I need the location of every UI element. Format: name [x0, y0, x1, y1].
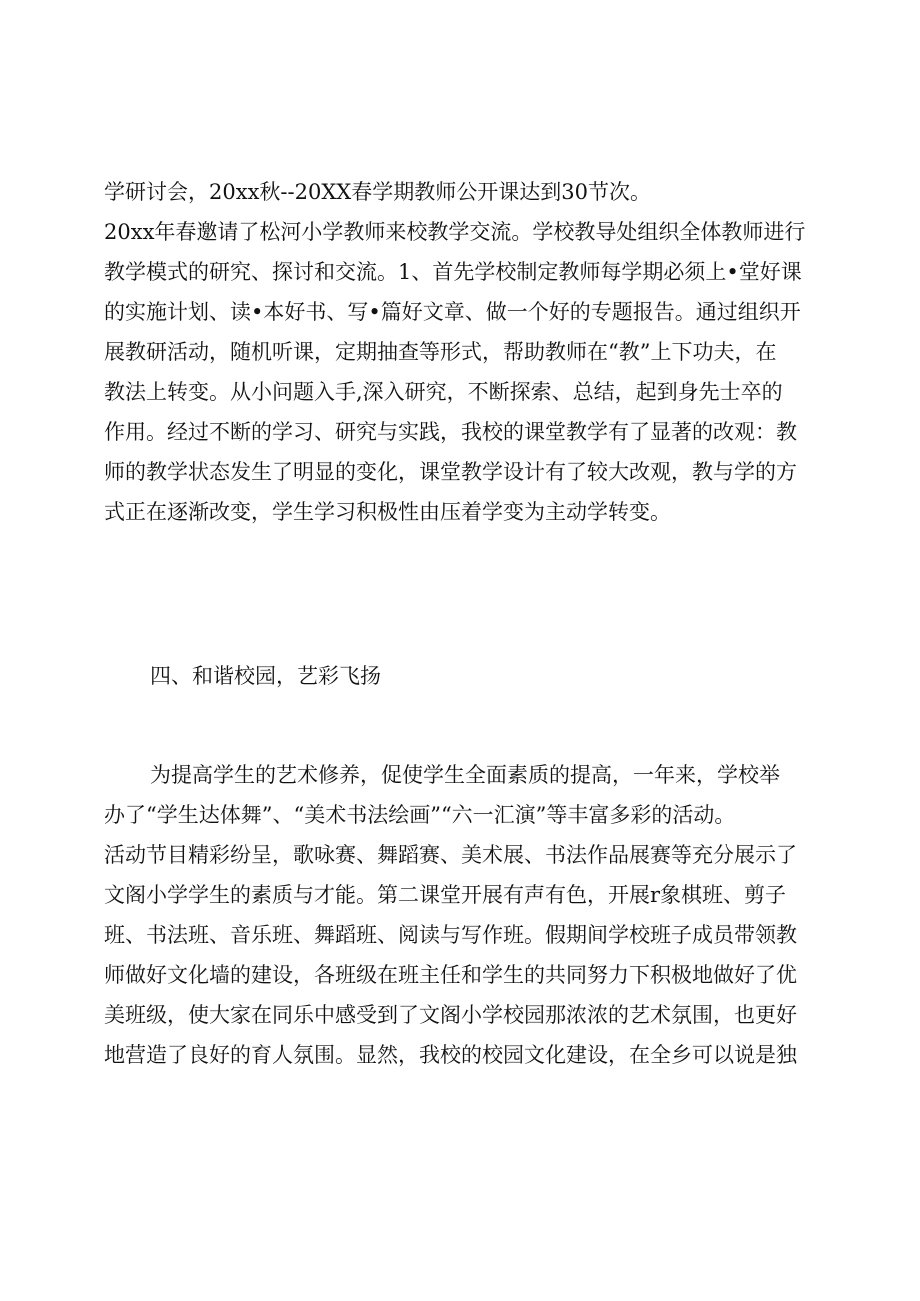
section-heading-text: 四、和谐校园，艺彩飞扬: [150, 664, 381, 688]
text-line: 式正在逐渐改变，学生学习积极性由压着学变为主动学转变。: [104, 500, 671, 524]
text-line: 办了“学生达体舞”、“美术书法绘画”“六一汇演”等丰富多彩的活动。: [104, 803, 736, 827]
paragraph-arts-campus: [104, 755, 824, 1075]
text-line: 文阁小学学生的素质与才能。第二课堂开展有声有色，开展r象棋班、剪子: [104, 883, 787, 907]
text-line: 作用。经过不断的学习、研究与实践，我校的课堂教学有了显著的改观：教: [104, 420, 797, 444]
text-line: 教学模式的研究、探讨和交流。1、首先学校制定教师每学期必须上•堂好课: [104, 260, 802, 284]
text-line: 为提高学生的艺术修养，促使学生全面素质的提高，一年来，学校举: [150, 763, 780, 787]
text-line: 活动节目精彩纷呈，歌咏赛、舞蹈赛、美术展、书法作品展赛等充分展示了: [104, 843, 797, 867]
text-line: 教法上转变。从小问题入手,深入研究，不断探索、总结，起到身先士卒的: [104, 380, 783, 404]
text-line: 展教研活动，随机听课，定期抽查等形式，帮助教师在“教”上下功夫，在: [104, 340, 777, 364]
text-line: 师做好文化墙的建设，各班级在班主任和学生的共同努力下积极地做好了优: [104, 963, 797, 987]
section-heading: [150, 656, 870, 696]
text-line: 学研讨会，20xx秋--20XX春学期教师公开课达到30节次。: [104, 180, 651, 204]
text-line: 20xx年春邀请了松河小学教师来校教学交流。学校教导处组织全体教师进行: [104, 220, 806, 244]
text-line: 的实施计划、读•本好书、写•篇好文章、做一个好的专题报告。通过组织开: [104, 300, 801, 324]
text-line: 地营造了良好的育人氛围。显然，我校的校园文化建设，在全乡可以说是独: [104, 1043, 797, 1067]
paragraph-teaching-research: [104, 172, 824, 532]
text-line: 班、书法班、音乐班、舞蹈班、阅读与写作班。假期间学校班子成员带领教: [104, 923, 797, 947]
text-line: 美班级，使大家在同乐中感受到了文阁小学校园那浓浓的艺术氛围，也更好: [104, 1003, 797, 1027]
text-line: 师的教学状态发生了明显的变化，课堂教学设计有了较大改观，教与学的方: [104, 460, 797, 484]
